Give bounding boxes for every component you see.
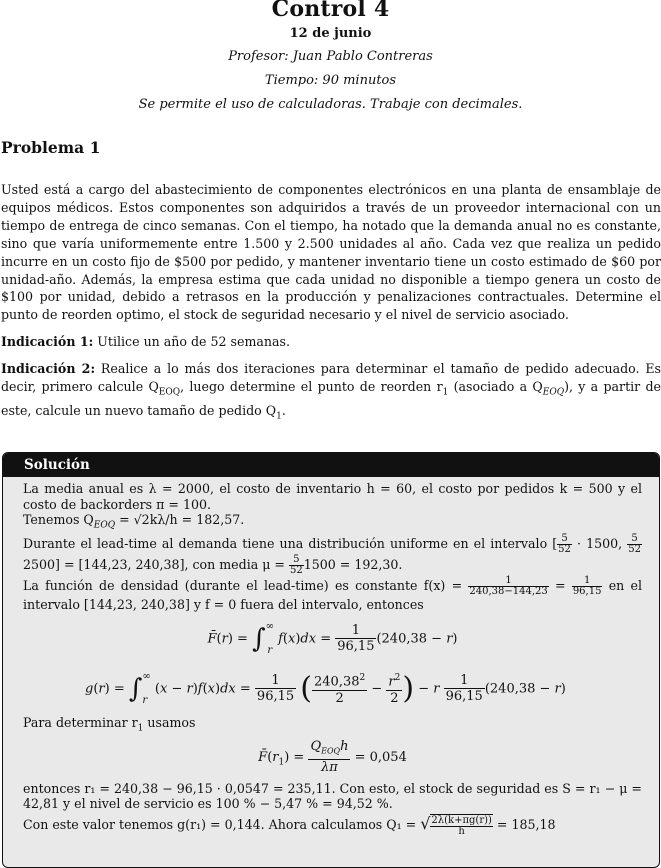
hint-2-text-c: (asociado a Q (448, 379, 543, 395)
solution-para-r1: Para determinar $r_1$ usamos (23, 714, 196, 734)
eoq-label: Tenemos Q (23, 512, 94, 527)
hint-1-label: Indicación 1: (1, 334, 94, 350)
uniform-text-b: · 1500, (571, 536, 628, 552)
solution-line-5: entonces r₁ = 240,38 − 96,15 · 0,0547 = 235,11. Con esto, el stock de seguridad es S = r₁ − μ = 42,81 y el nivel de servicio es 100 % − 5,47 % = 94,52 %. (23, 780, 642, 812)
solution-body (3, 477, 659, 837)
problem-statement: Usted está a cargo del abastecimiento de componentes electrónicos en una planta de ensamblaje de equipos médicos. Estos componentes son adquiridos a través de un proveedor internacional con un tiempo de entrega de cinco semanas. Con el tiempo, ha notado que la demanda anual no es constante, sino que varía uniformemente entre 1.500 y 2.500 unidades al año. Cada vez que realiza un pedido incurre en un costo fijo de $500 por pedido, y mantener inventario tiene un costo estimado de $60 por unidad-año. Además, la empresa estima que cada unidad no disponible a tiempo genera un costo de $100 por unidad, debido a retrasos en la producción y penalizaciones contractuales. Determine el punto de reorden optimo, el stock de seguridad necesario y el nivel de servicio asociado. (1, 182, 661, 323)
eoq-value: = √2kλ/h = 182,57. (115, 512, 245, 527)
calculators-line: Se permite el uso de calculadoras. Trabaje con decimales. (138, 97, 523, 112)
fraction-density: $\frac{1}{240,38-144,23}$ (469, 575, 548, 598)
equation-f-bar: F̄(r) = ∫ ∞ r f(x)dx = $\frac{1}{96,15}$ (240,38 − r) (207, 620, 458, 656)
fraction-5-52-b: $\frac{5}{52}$ (628, 533, 641, 556)
hint-2-text-e: . (281, 403, 286, 419)
hint-2-label: Indicación 2: (1, 361, 96, 377)
solution-line-6: Con este valor tenemos g(r₁) = 0,144. Ahora calculamos Q₁ = √ $\frac{2\lambda(k+\pi g(r))}{h}$ = 185,18 (23, 813, 556, 837)
uniform-text: Durante el lead-time al demanda tiene una distribución uniforme en el intervalo [ (23, 536, 558, 552)
solution-line-4 (23, 576, 642, 613)
solution-line-3 (23, 534, 642, 576)
hint-1 (1, 333, 661, 351)
solution-line-1: La media anual es λ = 2000, el costo de inventario h = 60, el costo por pedidos k = 500 y el costo de backorders π = 100. (23, 481, 642, 512)
professor-line: Profesor: Juan Pablo Contreras (228, 49, 433, 64)
fraction-5-52-c: $\frac{5}{52}$ (289, 554, 303, 577)
density-text: La función de densidad (durante el lead-time) es constante f(x) = (23, 578, 469, 594)
solution-heading: Solución (3, 453, 659, 477)
page (0, 0, 661, 427)
document-title: Control 4 (271, 0, 390, 22)
q1-sqrt-fraction: $\frac{2\lambda(k+\pi g(r))}{h}$ (431, 814, 492, 837)
equation-g: g(r) = ∫ ∞ r (x − r)f(x)dx = $\frac{1}{96,15}$ ( $\frac{240,38^2}{2}$ − $\frac{r^2}{2}$ ) − r $\frac{1}{96,15}$ (240,38 − r) (85, 670, 566, 706)
problem-heading: Problema 1 (1, 138, 101, 157)
density-text-c: en el intervalo [144,23, 240,38] y f = 0 fuera del intervalo, entonces (23, 578, 642, 613)
density-eq: = (548, 578, 572, 594)
uniform-text-c: 2500] = [144,23, 240,38], con media μ = (23, 557, 289, 573)
hint-2-text-a: Realice a lo más dos iteraciones para determinar el tamaño de pedido adecuado. Es decir, primero calcule Q (1, 361, 661, 395)
solution-line-2: Tenemos $Q_{EOQ} = √2k\lambda/h = 182,57$. (23, 512, 245, 531)
fraction-density-2: $\frac{1}{96,15}$ (572, 575, 602, 598)
hint-2-text-b: , luego determine el punto de reorden r (180, 379, 443, 395)
solution-box (2, 452, 660, 868)
fraction-5-52: $\frac{5}{52}$ (558, 533, 571, 556)
hint-2: Indicación 2: Realice a lo más dos iteraciones para determinar el tamaño de pedido adecuado. Es decir, primero calcule $Q_{EOQ}$, luego determine el punto de reorden $r_1$ (asociado a $Q_{EOQ}$), y a partir de este, calcule un nuevo tamaño de pedido $Q_1$. (1, 361, 661, 422)
document-date: 12 de junio (289, 26, 372, 41)
equation-f-bar-r1: $F̄(r_1)$ = $Q_{EOQ}h$ λπ = 0,054 (258, 739, 407, 775)
hint-2-text-d: ), y a partir de este, calcule un nuevo tamaño de pedido Q (1, 379, 661, 419)
hint-1-text: Utilice un año de 52 semanas. (97, 334, 290, 350)
time-line: Tiempo: 90 minutos (264, 73, 397, 88)
uniform-text-d: 1500 = 192,30. (303, 557, 403, 573)
